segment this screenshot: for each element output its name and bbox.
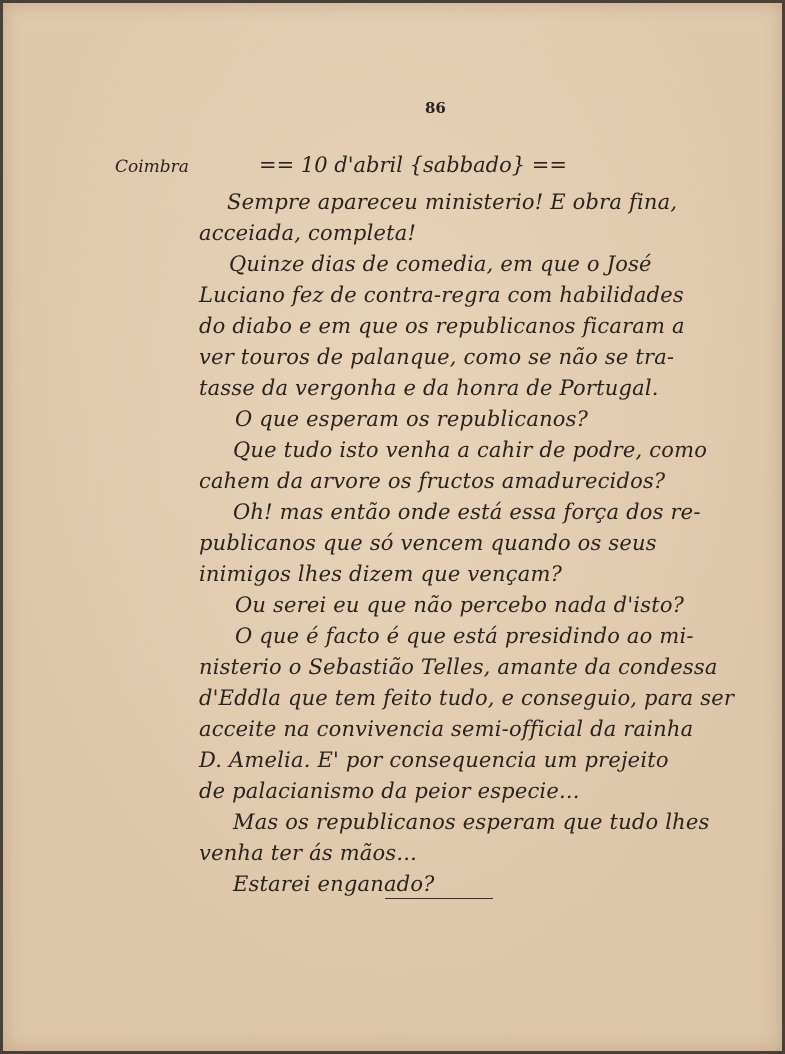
text-line: cahem da arvore os fructos amadurecidos? bbox=[199, 469, 666, 493]
text-line: Sempre apareceu ministerio! E obra fina, bbox=[227, 190, 678, 214]
text-line: Luciano fez de contra-regra com habilidades bbox=[199, 283, 684, 307]
text-line: d'Eddla que tem feito tudo, e conseguio, para ser bbox=[199, 686, 735, 710]
text-line: O que esperam os republicanos? bbox=[235, 407, 589, 431]
text-line: tasse da vergonha e da honra de Portugal. bbox=[199, 376, 659, 400]
text-line: publicanos que só vencem quando os seus bbox=[199, 531, 657, 555]
text-line: acceiada, completa! bbox=[199, 221, 417, 245]
text-line: Oh! mas então onde está essa força dos re- bbox=[233, 500, 701, 524]
page-number: 86 bbox=[425, 99, 446, 117]
text-line: inimigos lhes dizem que vençam? bbox=[199, 562, 563, 586]
text-line: acceite na convivencia semi-official da rainha bbox=[199, 717, 694, 741]
text-line: ver touros de palanque, como se não se tra- bbox=[199, 345, 675, 369]
text-line: Mas os republicanos esperam que tudo lhes bbox=[233, 810, 710, 834]
text-line: Que tudo isto venha a cahir de podre, como bbox=[233, 438, 708, 462]
text-line: Ou serei eu que não percebo nada d'isto? bbox=[235, 593, 685, 617]
text-line: O que é facto é que está presidindo ao mi- bbox=[235, 624, 694, 648]
text-line: do diabo e em que os republicanos ficaram a bbox=[199, 314, 685, 338]
text-line: Quinze dias de comedia, em que o José bbox=[229, 252, 652, 276]
text-line: D. Amelia. E' por consequencia um prejeito bbox=[199, 748, 669, 772]
text-line: de palacianismo da peior especie... bbox=[199, 779, 580, 803]
text-line: nisterio o Sebastião Telles, amante da condessa bbox=[199, 655, 718, 679]
text-line: Estarei enganado? bbox=[233, 872, 435, 896]
closing-rule bbox=[385, 898, 493, 899]
place-heading: Coimbra bbox=[115, 157, 189, 177]
text-line: venha ter ás mãos... bbox=[199, 841, 417, 865]
date-heading: == 10 d'abril {sabbado} == bbox=[259, 153, 567, 177]
